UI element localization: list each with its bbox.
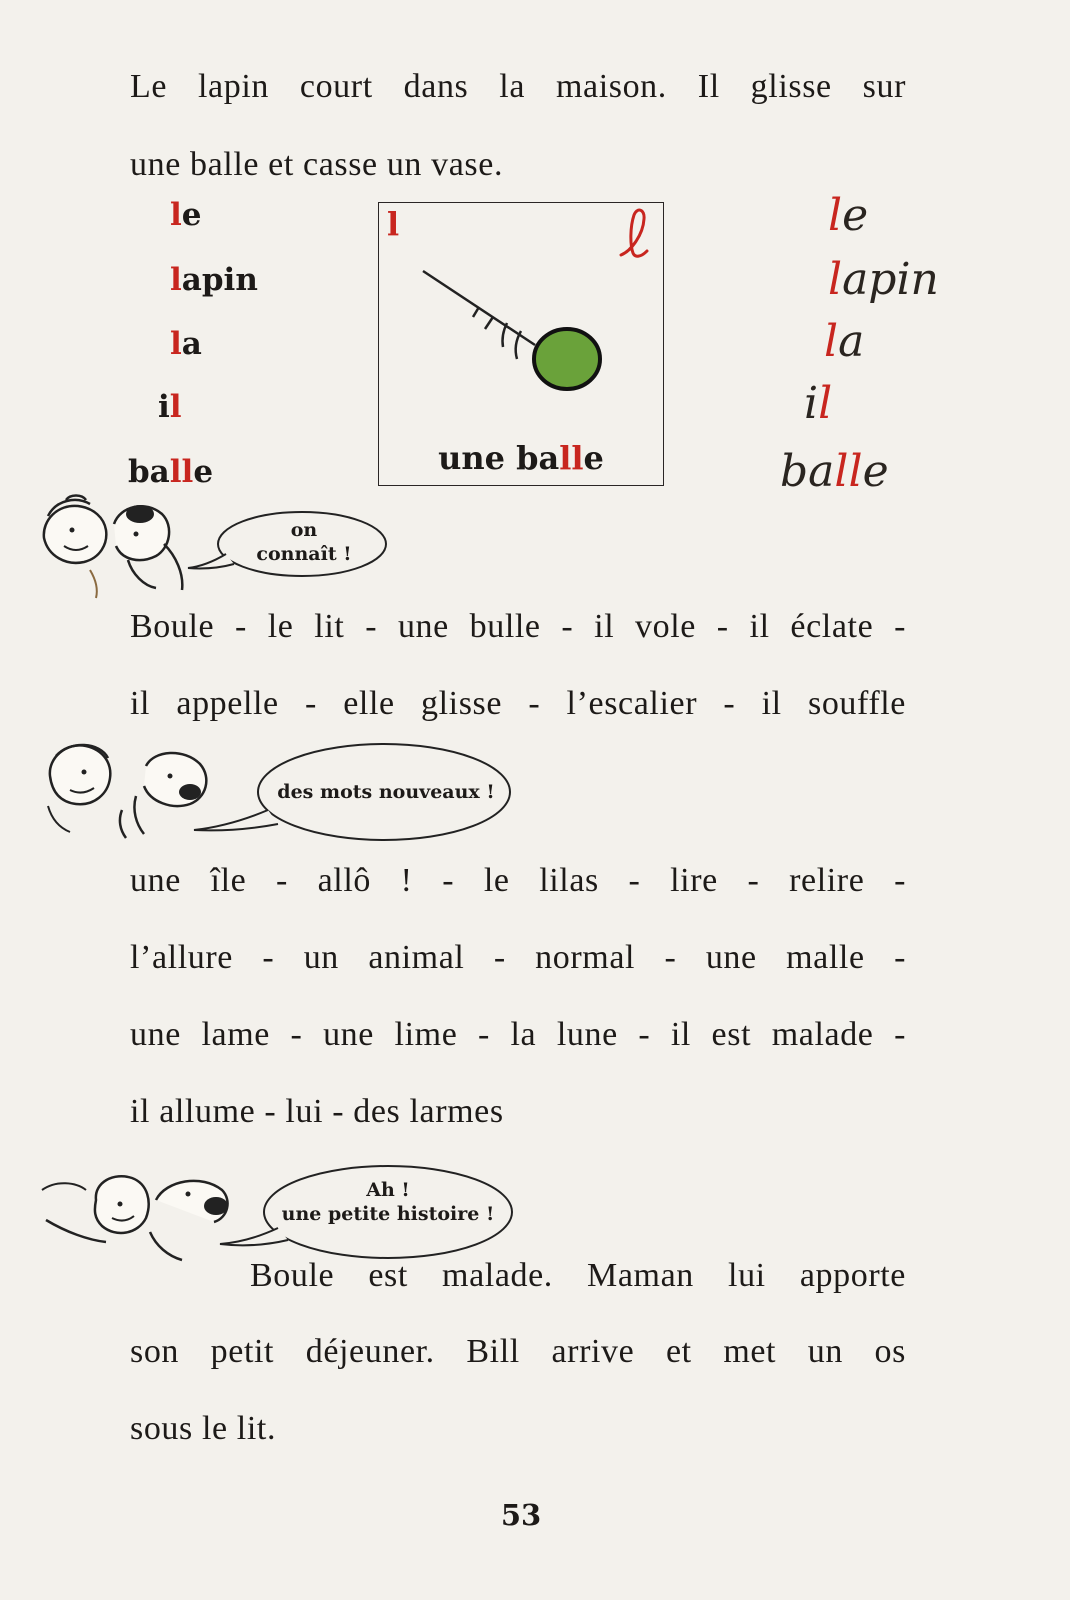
bubble-text: connaît ! <box>256 543 352 565</box>
intro-line-1: Le lapin court dans la maison. Il glisse sur <box>130 68 906 105</box>
cursive-word: le <box>828 190 869 241</box>
boy-and-dog-illustration <box>36 490 196 610</box>
story-line-2: son petit déjeuner. Bill arrive et met un os <box>130 1333 906 1370</box>
card-caption: une balle <box>438 439 604 477</box>
word-line-4: l’allure - un animal - normal - une malle - <box>130 939 906 976</box>
bubble-text: Ah ! <box>366 1179 410 1201</box>
story-line-1: Boule est malade. Maman lui apporte <box>250 1257 906 1294</box>
boy-and-dog-illustration <box>36 1160 236 1270</box>
word-line-5: une lame - une lime - la lune - il est malade - <box>130 1016 906 1053</box>
print-word: le <box>170 197 202 233</box>
ball-illustration <box>417 263 617 413</box>
letter-card <box>378 202 664 486</box>
cursive-word: lapin <box>828 254 939 305</box>
word-line-2: il appelle - elle glisse - l’escalier - il souffle <box>130 685 906 722</box>
word-line-6: il allume - lui - des larmes <box>130 1093 504 1130</box>
card-cursive-letter <box>617 205 653 266</box>
bubble-text: on <box>290 519 318 541</box>
cursive-word: il <box>804 378 833 429</box>
print-word: la <box>170 326 202 362</box>
page-number: 53 <box>500 1498 542 1532</box>
print-word: il <box>158 389 182 425</box>
cursive-word: balle <box>780 446 889 497</box>
print-word: lapin <box>170 262 258 298</box>
card-print-letter: l <box>387 205 400 243</box>
speech-bubble-1 <box>242 518 366 566</box>
word-line-3: une île - allô ! - le lilas - lire - relire - <box>130 862 906 899</box>
bubble-text: une petite histoire ! <box>281 1203 495 1225</box>
print-word: balle <box>128 454 214 490</box>
cursive-word: la <box>824 316 865 367</box>
speech-bubble-2: des mots nouveaux ! <box>277 781 495 803</box>
speech-bubble-3 <box>270 1178 506 1226</box>
story-line-3: sous le lit. <box>130 1410 277 1447</box>
word-line-1: Boule - le lit - une bulle - il vole - il éclate - <box>130 608 906 645</box>
intro-line-2: une balle et casse un vase. <box>130 146 504 183</box>
